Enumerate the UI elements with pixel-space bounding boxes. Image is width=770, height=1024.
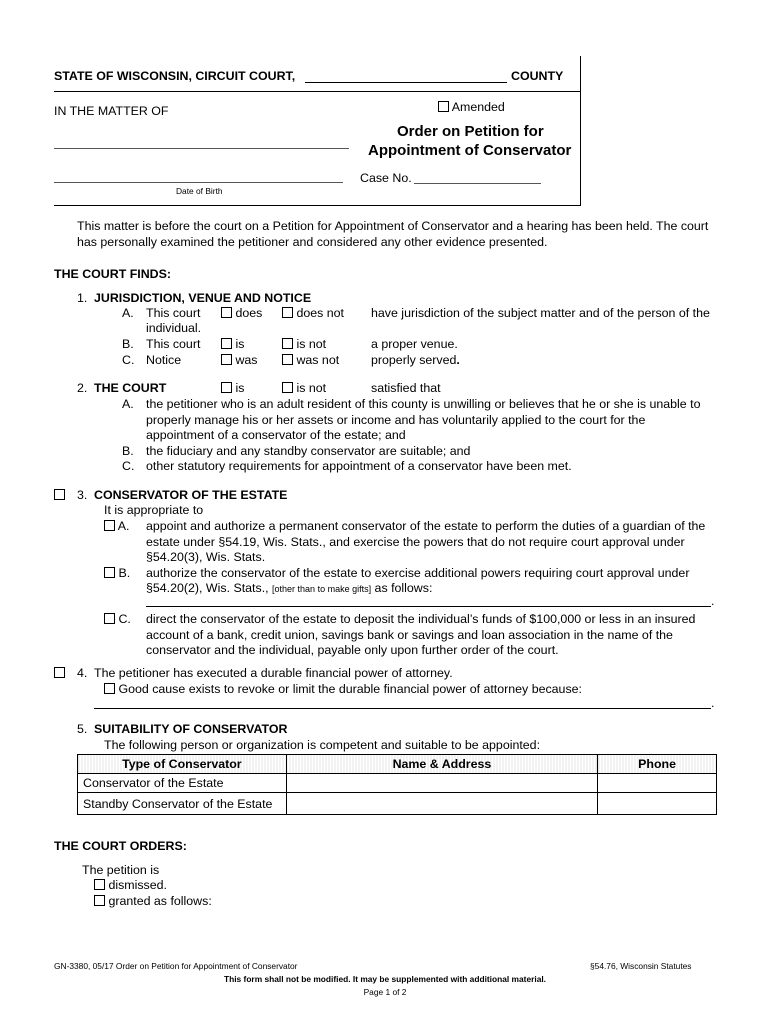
s5-intro: The following person or organization is competent and suitable to be appointed: (104, 738, 541, 752)
s3-title: CONSERVATOR OF THE ESTATE (94, 488, 288, 502)
dismissed-label: dismissed. (108, 878, 167, 892)
s3-checkbox-wrap[interactable] (54, 488, 65, 502)
header-rule (54, 91, 580, 92)
s3-c-checkbox[interactable] (104, 613, 115, 624)
table-header-phone: Phone (598, 755, 717, 774)
county-field[interactable] (305, 82, 507, 83)
s3-b-option[interactable] (104, 566, 130, 580)
table-row (78, 774, 717, 793)
s1-a-does-checkbox[interactable] (221, 307, 232, 318)
conservator-table (77, 754, 717, 815)
intro-line1: This matter is before the court on a Petition for Appointment of Conservator and a hearing has been held. The court (77, 219, 709, 233)
s4-text: The petitioner has executed a durable financial power of attorney. (94, 666, 453, 680)
intro-line2: has personally examined the petitioner and considered any other evidence presented. (77, 235, 548, 249)
table-header-name-address: Name & Address (286, 755, 597, 774)
s4-sub-label: Good cause exists to revoke or limit the durable financial power of attorney because: (118, 682, 582, 696)
s1-c-was-label: was (235, 353, 258, 367)
table-cell-type: Conservator of the Estate (78, 774, 287, 793)
s3-b-line2: §54.20(2), Wis. Stats., [other than to make gifts] as follows: (146, 581, 433, 595)
s2-is-not-option[interactable] (282, 381, 326, 395)
s1-b-text: This court (146, 337, 201, 351)
s1-b-rest: a proper venue. (371, 337, 458, 351)
in-the-matter-label: IN THE MATTER OF (54, 104, 169, 118)
date-of-birth-label: Date of Birth (176, 186, 223, 196)
s3-b-period: . (711, 594, 715, 608)
s2-a-line1: the petitioner who is an adult resident of this county is unwilling or believes that he or she is unable to (146, 397, 701, 411)
orders-intro: The petition is (82, 863, 160, 877)
s3-a-checkbox[interactable] (104, 520, 115, 531)
s1-a-does-not-label: does not (296, 306, 344, 320)
s3-a-label: A. (117, 519, 130, 533)
granted-option[interactable] (94, 894, 212, 908)
s3-intro: It is appropriate to (104, 503, 204, 517)
s2-c-label: C. (122, 459, 135, 473)
s3-a-line1: appoint and authorize a permanent conservator of the estate to perform the duties of a guardian of the (146, 519, 706, 533)
dismissed-option[interactable] (94, 878, 167, 892)
s3-c-line2: account of a bank, credit union, savings bank or savings and loan association in the name of the (146, 628, 673, 642)
s1-a-does-not-option[interactable] (282, 306, 344, 320)
s1-c-was-not-option[interactable] (282, 353, 339, 367)
s2-is-not-checkbox[interactable] (282, 382, 293, 393)
s1-b-is-checkbox[interactable] (221, 338, 232, 349)
s2-a-line3: appointment of a conservator of the estate; and (146, 428, 406, 442)
s3-a-line2: estate under §54.19, Wis. Stats., and exercise the powers that do not require court approval under (146, 535, 685, 549)
header-divider (580, 56, 581, 206)
county-label: COUNTY (511, 69, 564, 83)
s1-a-rest: have jurisdiction of the subject matter and of the person of the (371, 306, 710, 320)
footer-form-id: GN-3380, 05/17 Order on Petition for Appointment of Conservator (54, 961, 298, 971)
amended-checkbox[interactable] (438, 101, 449, 112)
table-cell-name-address[interactable] (286, 774, 597, 793)
s2-a-label: A. (122, 397, 134, 411)
s3-c-line1: direct the conservator of the estate to deposit the individual’s funds of $100,000 or less in an insured (146, 612, 696, 626)
s3-a-option[interactable] (104, 519, 129, 533)
matter-name-field[interactable] (54, 148, 349, 149)
s4-checkbox[interactable] (54, 667, 65, 678)
header-bottom-rule (54, 205, 580, 206)
court-heading: STATE OF WISCONSIN, CIRCUIT COURT, (54, 69, 296, 83)
s1-b-is-not-checkbox[interactable] (282, 338, 293, 349)
s2-is-label: is (235, 381, 245, 395)
s1-c-rest: properly served. (371, 353, 460, 367)
s1-c-was-checkbox[interactable] (221, 354, 232, 365)
s1-a-does-not-checkbox[interactable] (282, 307, 293, 318)
table-header-type: Type of Conservator (78, 755, 287, 774)
s1-b-is-not-label: is not (296, 337, 327, 351)
s1-a-does-option[interactable] (221, 306, 262, 320)
s2-is-not-label: is not (296, 381, 327, 395)
s5-title: SUITABILITY OF CONSERVATOR (94, 722, 288, 736)
s2-is-option[interactable] (221, 381, 244, 395)
granted-label: granted as follows: (108, 894, 212, 908)
date-of-birth-field[interactable] (54, 182, 343, 183)
s4-sub-option[interactable] (104, 682, 582, 696)
amended-label: Amended (451, 100, 505, 114)
table-cell-phone[interactable] (598, 793, 717, 815)
s3-b-checkbox[interactable] (104, 567, 115, 578)
s1-c-label: C. (122, 353, 135, 367)
form-title-line2: Appointment of Conservator (368, 142, 572, 159)
s2-number: 2. (77, 381, 88, 395)
s3-c-option[interactable] (104, 612, 131, 626)
s4-fill-line[interactable] (94, 708, 711, 709)
s2-title: THE COURT (94, 381, 167, 395)
s4-number: 4. (77, 666, 88, 680)
court-finds-heading: THE COURT FINDS: (54, 267, 172, 281)
s3-number: 3. (77, 488, 88, 502)
dismissed-checkbox[interactable] (94, 879, 105, 890)
s2-c-line1: other statutory requirements for appointment of a conservator have been met. (146, 459, 572, 473)
s1-b-is-not-option[interactable] (282, 337, 326, 351)
s3-checkbox[interactable] (54, 489, 65, 500)
s3-c-line3: conservator and the individual, payable only upon further order of the court. (146, 643, 559, 657)
s1-c-was-not-label: was not (296, 353, 340, 367)
form-title-line1: Order on Petition for (397, 123, 544, 140)
s2-a-line2: properly manage his or her assets or income and has voluntarily applied to the court for the (146, 413, 646, 427)
s1-a-does-label: does (235, 306, 263, 320)
s4-sub-checkbox[interactable] (104, 683, 115, 694)
s5-number: 5. (77, 722, 88, 736)
table-row (78, 793, 717, 815)
table-cell-type: Standby Conservator of the Estate (78, 793, 287, 815)
case-no-label: Case No. (360, 171, 412, 185)
granted-checkbox[interactable] (94, 895, 105, 906)
case-no-field[interactable] (414, 183, 541, 184)
s1-b-label: B. (122, 337, 134, 351)
court-orders-heading: THE COURT ORDERS: (54, 839, 187, 853)
s3-b-line1: authorize the conservator of the estate to exercise additional powers requiring court approval under (146, 566, 690, 580)
s1-a-cont: individual. (146, 321, 202, 335)
table-cell-name-address[interactable] (286, 793, 597, 815)
amended-option[interactable] (438, 100, 505, 114)
s1-title: JURISDICTION, VENUE AND NOTICE (94, 291, 312, 305)
s3-c-label: C. (118, 612, 131, 626)
s3-b-fill-line[interactable] (146, 606, 711, 607)
table-header-row (78, 755, 717, 774)
s1-c-text: Notice (146, 353, 182, 367)
footer-statute: §54.76, Wisconsin Statutes (590, 961, 692, 971)
s1-c-was-option[interactable] (221, 353, 258, 367)
s3-b-label: B. (118, 566, 131, 580)
s1-c-was-not-checkbox[interactable] (282, 354, 293, 365)
s2-is-checkbox[interactable] (221, 382, 232, 393)
footer-page-number: Page 1 of 2 (363, 987, 407, 997)
s2-b-line1: the fiduciary and any standby conservator are suitable; and (146, 444, 471, 458)
s2-b-label: B. (122, 444, 134, 458)
s3-a-line3: §54.20(3), Wis. Stats. (146, 550, 266, 564)
s1-number: 1. (77, 291, 88, 305)
footer-notice: This form shall not be modified. It may be supplemented with additional material. (223, 974, 547, 984)
s1-a-label: A. (122, 306, 134, 320)
s1-a-text: This court (146, 306, 201, 320)
s2-rest: satisfied that (371, 381, 441, 395)
s4-checkbox-wrap[interactable] (54, 666, 65, 680)
s1-b-is-option[interactable] (221, 337, 244, 351)
table-cell-phone[interactable] (598, 774, 717, 793)
s4-period: . (711, 696, 715, 710)
s1-b-is-label: is (235, 337, 245, 351)
